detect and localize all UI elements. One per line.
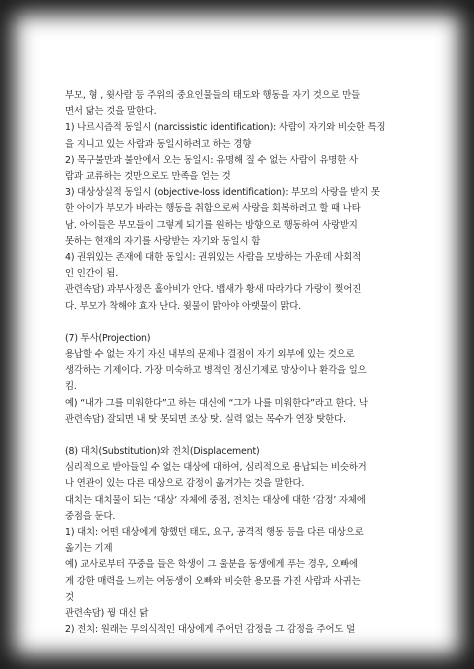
text-line: 람과 교류하는 것만으로도 만족을 얻는 것 bbox=[65, 171, 231, 183]
text-line: 심리적으로 받아들일 수 없는 대상에 대하여, 심리적으로 용납되는 비슷하거 bbox=[65, 462, 367, 474]
text-line: 한 아이가 부모가 바라는 행동을 취함으로써 사랑을 회복하려고 할 때 나타 bbox=[65, 203, 361, 215]
text-line: (8) 대치(Substitution)와 전치(Displacement) bbox=[65, 446, 260, 458]
text-line: 옮기는 기제 bbox=[65, 543, 113, 555]
text-line: 관련속담) 과부사정은 홀아비가 안다. 뱁새가 황새 따라가다 가랑이 찢어진 bbox=[65, 284, 362, 296]
text-line: 대치는 대치물이 되는 ‘대상’ 자체에 중점, 전치는 대상에 대한 ‘감정’ 자체에 bbox=[65, 494, 366, 506]
text-line: 1) 대치: 어떤 대상에게 향했던 태도, 요구, 공격적 행동 등을 다른 대상으로 bbox=[65, 527, 364, 539]
text-line: 예) 교사로부터 꾸중을 들은 학생이 그 울분을 동생에게 푸는 경우, 오빠에 bbox=[65, 559, 358, 571]
text-line: 부모, 형 , 윗사람 등 주위의 중요인물들의 태도와 행동을 자기 것으로 만들 bbox=[65, 90, 361, 101]
text-line: 예) “내가 그를 미워한다”고 하는 대신에 “그가 나를 미워한다”라고 한다. 낙 bbox=[65, 397, 368, 409]
text-line: (7) 투사(Projection) bbox=[65, 332, 151, 344]
text-line: 4) 권위있는 존재에 대한 동일시: 권위있는 사람을 모방하는 가운데 사회적 bbox=[65, 252, 362, 264]
text-line: 나 연관이 있는 다른 대상으로 감정이 옮겨가는 것을 말한다. bbox=[65, 478, 305, 490]
document-page bbox=[17, 16, 457, 653]
text-line: 3) 대상상실적 동일시 (objective-loss identification): 부모의 사랑을 받지 못 bbox=[65, 187, 380, 199]
text-line: 관련속담) 꿩 대신 닭 bbox=[65, 608, 149, 620]
text-line: 것 bbox=[65, 591, 74, 603]
text-line: 인 인간이 됨. bbox=[65, 268, 119, 280]
text-line: 킴. bbox=[65, 381, 77, 393]
text-line: 중점을 둔다. bbox=[65, 510, 116, 522]
text-line: 게 강한 매력을 느끼는 여동생이 오빠와 비슷한 용모를 가진 사람과 사귀는 bbox=[65, 575, 361, 587]
text-line: 다. 부모가 착해야 효자 난다. 윗물이 맑아야 아랫물이 맑다. bbox=[65, 300, 301, 312]
paragraph-gap bbox=[65, 428, 443, 444]
text-line: 관련속담) 잘되면 내 탓 못되면 조상 탓. 실력 없는 목수가 연장 탓한다. bbox=[65, 413, 346, 425]
text-line: 못하는 현재의 자기를 사랑받는 자기와 동일시 함 bbox=[65, 235, 261, 247]
text-line: 1) 나르시즘적 동일시 (narcissistic identification): 사람이 자기와 비슷한 특징 bbox=[65, 122, 386, 134]
text-line: 을 지니고 있는 사람과 동일시하려고 하는 경향 bbox=[65, 138, 252, 150]
document-body bbox=[65, 88, 443, 639]
text-line: 생각하는 기제이다. 가장 미숙하고 병적인 정신기제로 망상이나 환각을 일으 bbox=[65, 365, 367, 377]
text-line: 2) 목구불만과 불안에서 오는 동일시: 유명해 질 수 없는 사람이 유명한 사 bbox=[65, 154, 358, 166]
text-line: 용납할 수 없는 자기 자신 내부의 문제나 결점이 자기 외부에 있는 것으로 bbox=[65, 349, 355, 361]
text-line: 남. 아이들은 부모들이 그렇게 되기를 원하는 방향으로 행동하여 사랑받지 bbox=[65, 219, 358, 231]
text-line: 면서 닮는 것을 말한다. bbox=[65, 106, 157, 118]
paragraph-gap bbox=[65, 315, 443, 331]
text-line: 2) 전치: 원래는 무의식적인 대상에게 주어던 감정을 그 감정을 주어도 덜 bbox=[65, 624, 356, 636]
